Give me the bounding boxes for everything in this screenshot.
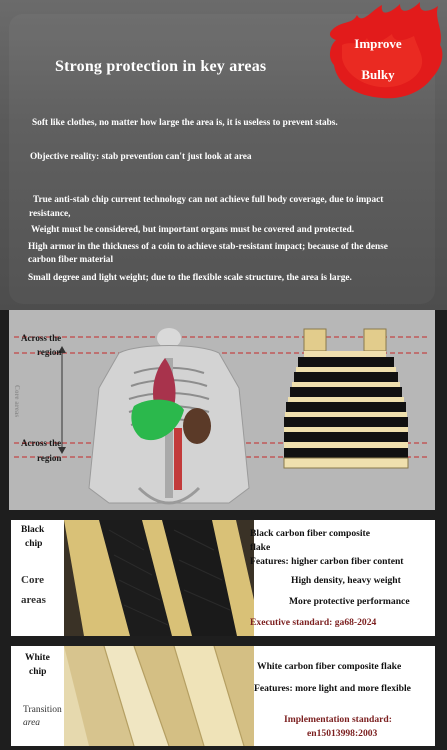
torso-anatomy-icon (79, 318, 259, 508)
region-label-bottom-1: Across the (21, 438, 62, 448)
paragraph-5a: High armor in the thickness of a coin to achieve stab-resistant impact; because of the dense (28, 242, 388, 252)
black-chip-label-2: chip (25, 539, 43, 549)
paragraph-1: Soft like clothes, no matter how large the area is, it is useless to prevent stabs. (32, 118, 338, 128)
white-chip-standard-1: Implementation standard: (284, 714, 392, 725)
paragraph-4: Weight must be considered, but important organs must be covered and protected. (31, 225, 355, 235)
region-label-top-2: region (37, 347, 62, 357)
black-chip-features: Features: higher carbon fiber content (250, 556, 404, 567)
paragraph-5b: carbon fiber material (28, 255, 114, 265)
core-area-label-1: Core (21, 574, 45, 586)
region-label-top-1: Across the (21, 333, 62, 343)
core-areas-side-label: Core areas (13, 384, 22, 418)
paragraph-3a: True anti-stab chip current technology can not achieve full body coverage, due to impact (33, 195, 384, 205)
black-chip-panel (11, 520, 435, 636)
black-chip-protection: More protective performance (289, 596, 410, 607)
white-chip-features: Features: more light and more flexible (254, 683, 411, 694)
badge-line-2: Bulky (361, 67, 395, 82)
core-area-label-2: areas (21, 594, 46, 606)
transition-area-label-2: area (23, 718, 41, 728)
vest-chip-layout-icon (282, 324, 410, 474)
white-chip-label-1: White (25, 653, 50, 663)
black-chip-density: High density, heavy weight (291, 575, 401, 586)
transition-area-label-1: Transition (23, 705, 62, 715)
paragraph-3b: resistance, (29, 209, 71, 219)
white-chip-label-2: chip (29, 667, 47, 677)
paragraph-6: Small degree and light weight; due to the flexible scale structure, the area is large. (28, 273, 352, 283)
white-chip-title: White carbon fiber composite flake (257, 661, 402, 672)
white-chip-photo-icon (64, 646, 254, 746)
page-title: Strong protection in key areas (55, 58, 267, 75)
black-chip-title-1: Black carbon fiber composite (250, 528, 371, 539)
black-chip-standard: Executive standard: ga68-2024 (250, 617, 377, 628)
paragraph-2: Objective reality: stab prevention can't just look at area (30, 152, 252, 162)
white-chip-panel (11, 646, 435, 746)
black-chip-label-1: Black (21, 525, 45, 535)
black-chip-title-2: flake (250, 542, 271, 553)
white-chip-standard-2: en15013998:2003 (307, 728, 378, 739)
intro-section (0, 0, 447, 310)
black-chip-photo-icon (64, 520, 254, 636)
region-label-bottom-2: region (37, 453, 62, 463)
badge-line-1: Improve (354, 36, 402, 51)
coverage-diagram (9, 310, 435, 510)
